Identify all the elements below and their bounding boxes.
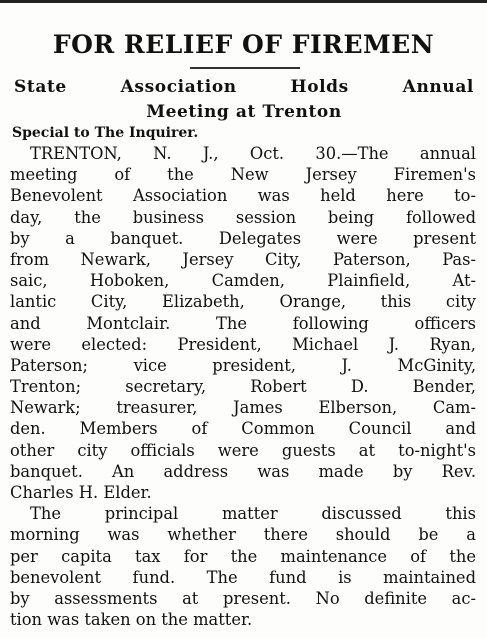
text-line: benevolent fund. The fund is maintained (10, 567, 476, 587)
text-line: from Newark, Jersey City, Paterson, Pas- (10, 249, 476, 269)
text-line: The principal matter discussed this (30, 504, 476, 524)
byline: Special to The Inquirer. (12, 125, 199, 141)
text-line: banquet. An address was made by Rev. (10, 461, 476, 481)
text-line: Benevolent Association was held here to- (10, 186, 476, 206)
top-rule (0, 0, 487, 13)
subhead-line-2: Meeting at Trenton (146, 102, 342, 122)
text-line: lantic City, Elizabeth, Orange, this city (10, 292, 476, 312)
text-line: meeting of the New Jersey Firemen's (10, 165, 476, 185)
text-line: saic, Hoboken, Camden, Plainfield, At- (10, 271, 476, 291)
text-line: den. Members of Common Council and (10, 419, 476, 439)
text-line: by assessments at present. No definite ac- (10, 588, 476, 608)
text-line: Paterson; vice president, J. McGinity, (10, 355, 476, 375)
subhead-line-1: State Association Holds Annual (14, 77, 474, 97)
text-line: were elected: President, Michael J. Ryan, (10, 334, 476, 354)
text-line: per capita tax for the maintenance of the (10, 546, 476, 566)
text-line: and Montclair. The following officers (10, 313, 476, 333)
text-line: day, the business session being followed (10, 207, 476, 227)
text-line: Charles H. Elder. (10, 483, 152, 502)
paragraph-1 (10, 143, 476, 503)
text-line: TRENTON, N. J., Oct. 30.—The annual (30, 144, 476, 163)
text-line: Newark; treasurer, James Elberson, Cam- (10, 398, 476, 418)
text-line: tion was taken on the matter. (10, 610, 253, 630)
text-line: morning was whether there should be a (10, 525, 476, 545)
text-line: other city officials were guests at to-night's (10, 440, 476, 460)
text-line: by a banquet. Delegates were present (10, 228, 476, 248)
headline: FOR RELIEF OF FIREMEN (52, 30, 435, 59)
headline-divider (190, 67, 300, 69)
paragraph-2 (10, 503, 476, 630)
text-line: Trenton; secretary, Robert D. Bender, (10, 377, 476, 397)
article-body (10, 143, 476, 630)
